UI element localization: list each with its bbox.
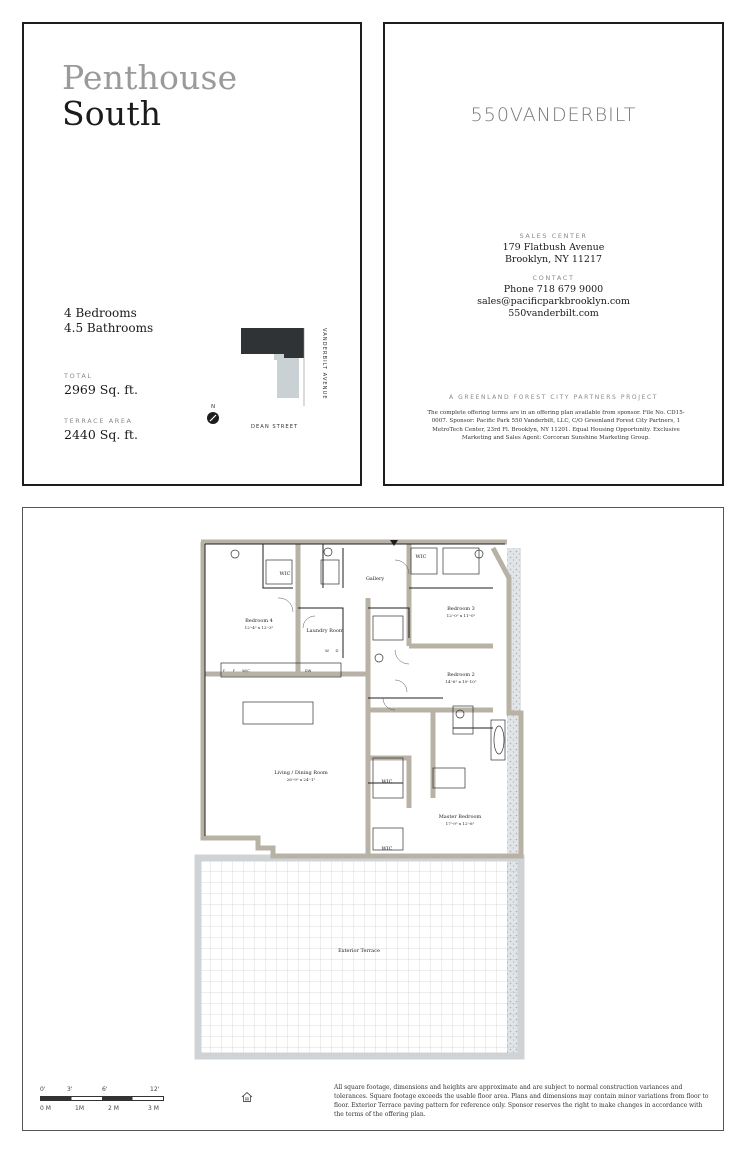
scale-ft-6: 6' — [102, 1086, 108, 1093]
scale-ft-3: 3' — [67, 1086, 73, 1093]
plan-disclaimer: All square footage, dimensions and heights are approximate and are subject to normal construction variances and tolerances. Square footage exceeds the usable floor area. Plans and dimensions may contain minor variations from floor to floor. Exterior Terrace paving pattern for reference only. Sponsor reserves the right to make changes in accordance with the terms of the offering plan. — [334, 1084, 709, 1118]
scale-m-1: 1M — [75, 1105, 84, 1112]
scale-bar-graphic — [40, 1096, 164, 1101]
north-label: N — [211, 404, 216, 410]
room-wic-master2: WIC — [381, 846, 393, 852]
building-wing — [277, 358, 299, 398]
floor-plan-drawing — [23, 508, 723, 1068]
contact-panel — [383, 22, 724, 486]
unit-walls — [201, 542, 521, 856]
sales-center-label: SALES CENTER — [519, 232, 588, 240]
interior-walls — [205, 544, 505, 836]
room-bedroom3-dim: 12'-0" x 11'-0" — [446, 613, 476, 618]
scale-ft-12: 12' — [150, 1086, 160, 1093]
scale-m-3: 3 M — [148, 1105, 159, 1112]
contact-phone: Phone 718 679 9000 — [503, 284, 604, 295]
total-area: 2969 Sq. ft. — [64, 382, 138, 397]
room-wic-bed3: WIC — [415, 554, 427, 560]
appliance-fridge-1: F — [222, 668, 226, 673]
highlighted-unit — [274, 354, 284, 360]
scale-m-2: 2 M — [108, 1105, 119, 1112]
exterior-terrace — [198, 858, 521, 1056]
room-bedroom4-dim: 12'-4" x 12'-3" — [244, 625, 274, 630]
scale-m-0: 0 M — [40, 1105, 51, 1112]
room-bedroom2-dim: 14'-6" x 10'-10" — [445, 679, 477, 684]
appliance-dishwasher: DW — [304, 668, 312, 673]
room-exterior-terrace: Exterior Terrace — [338, 948, 380, 954]
room-laundry: Laundry Room — [306, 628, 344, 634]
bathroom-count: 4.5 Bathrooms — [64, 321, 154, 335]
room-living-dining: Living / Dining Room — [274, 770, 328, 776]
floor-plan-panel — [22, 507, 724, 1131]
site-key-plan — [199, 314, 339, 444]
contact-label: CONTACT — [532, 274, 575, 282]
appliance-dryer: D — [335, 648, 339, 653]
sales-address-line1: 179 Flatbush Avenue — [502, 242, 605, 253]
title-penthouse: Penthouse — [62, 58, 238, 97]
terrace-area: 2440 Sq. ft. — [64, 427, 138, 442]
total-label: TOTAL — [64, 372, 93, 380]
scale-bar — [40, 1086, 165, 1114]
cover-panel — [22, 22, 362, 486]
room-wic-bed4: WIC — [279, 571, 291, 577]
appliance-wc: W/C — [242, 668, 250, 673]
brand-logo: 550VANDERBILT — [470, 104, 637, 126]
contact-email[interactable]: sales@pacificparkbrooklyn.com — [477, 296, 630, 307]
title-south: South — [62, 94, 162, 133]
fixtures — [221, 548, 505, 850]
bedroom-count: 4 Bedrooms — [64, 306, 137, 320]
appliance-fridge-2: F — [232, 668, 236, 673]
room-bedroom2: Bedroom 2 — [447, 672, 475, 678]
room-living-dining-dim: 26'-9" x 24'-1" — [286, 777, 316, 782]
offering-fine-print: The complete offering terms are in an offering plan available from sponsor. File No. CD15-0007. Sponsor: Pacific Park 550 Vanderbilt, LLC, C/O Greenland Forest City Partners, 1 MetroTech Center, 23rd Fl. Brooklyn, NY 11201. Equal Housing Opportunity. Exclusive Marketing and Sales Agent: Corcoran Sunshine Marketing Group. — [427, 410, 685, 441]
sales-address-line2: Brooklyn, NY 11217 — [504, 254, 603, 265]
room-wic-master: WIC — [381, 779, 393, 785]
website-link[interactable]: 550vanderbilt.com — [508, 308, 599, 319]
appliance-washer: W — [325, 648, 329, 653]
room-bedroom4: Bedroom 4 — [245, 618, 273, 624]
building-footprint — [241, 328, 304, 358]
project-credit: A GREENLAND FOREST CITY PARTNERS PROJECT — [448, 394, 659, 401]
scale-ft-0: 0' — [40, 1086, 46, 1093]
room-bedroom3: Bedroom 3 — [447, 606, 475, 612]
room-gallery: Gallery — [365, 576, 385, 582]
avenue-label: VANDERBILT AVENUE — [321, 328, 327, 400]
room-master-bedroom-dim: 17'-9" x 12'-6" — [445, 821, 475, 826]
street-label: DEAN STREET — [251, 424, 299, 430]
terrace-label: TERRACE AREA — [64, 417, 133, 425]
room-master-bedroom: Master Bedroom — [438, 814, 482, 820]
equal-housing-icon — [241, 1091, 253, 1103]
